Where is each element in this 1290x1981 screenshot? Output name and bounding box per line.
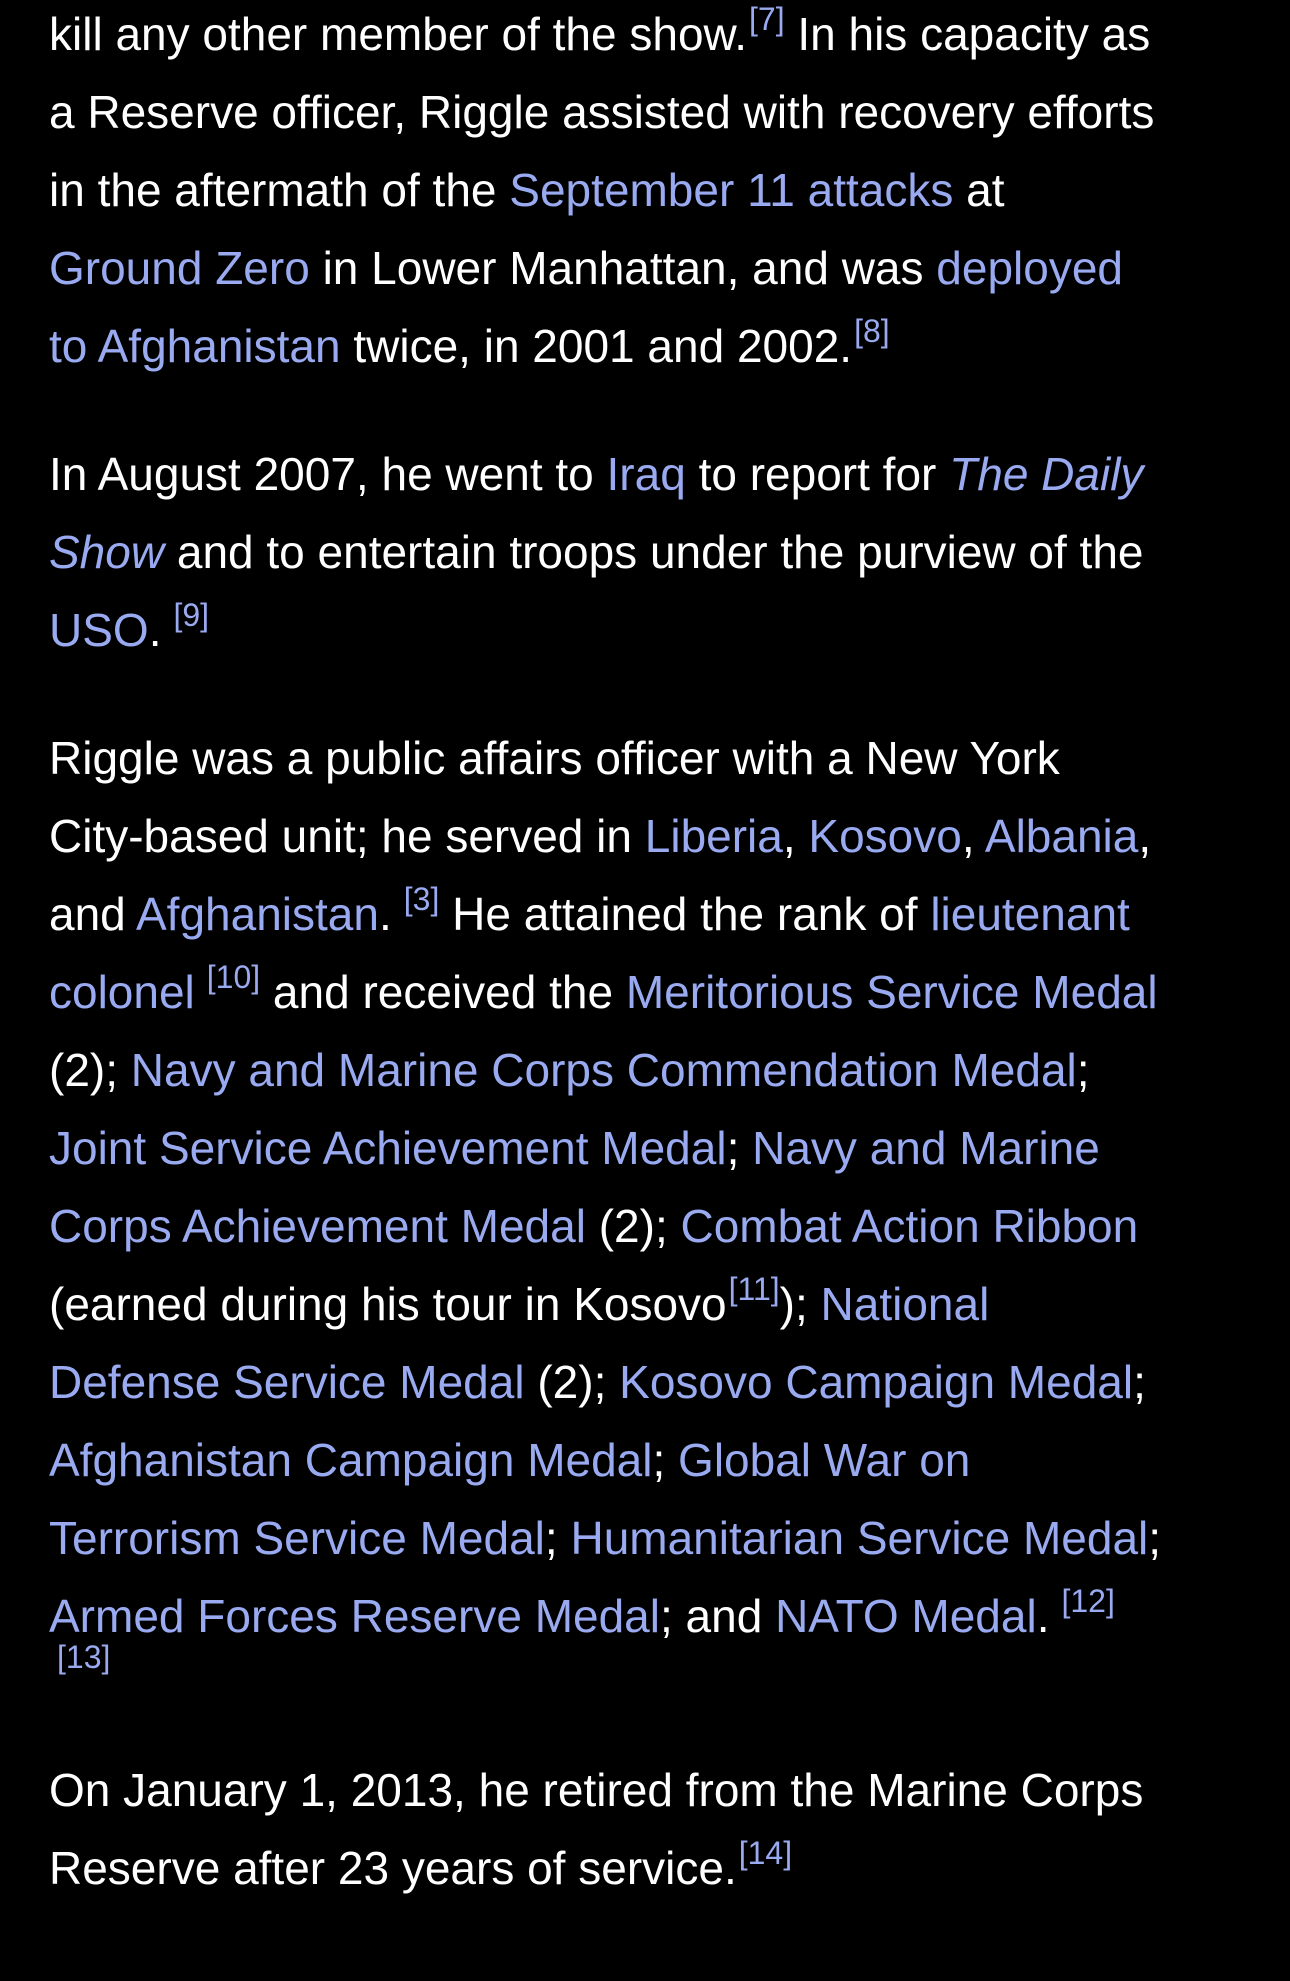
paragraph-awards [49, 719, 1249, 1701]
text-line [49, 797, 1249, 875]
reference-13[interactable]: [13] [57, 1639, 111, 1675]
paragraph-service-history [49, 0, 1249, 385]
text: ; [1076, 1044, 1090, 1096]
text-line [49, 0, 1249, 73]
text: and [49, 888, 136, 940]
text-line [49, 229, 1249, 307]
article-body [49, 0, 1249, 1957]
link-september-11-attacks[interactable]: September 11 attacks [509, 164, 954, 216]
text: and to entertain troops under the purview of the [164, 526, 1144, 578]
text: (2); [49, 1044, 131, 1096]
text: a Reserve officer, Riggle assisted with recovery efforts [49, 86, 1155, 138]
text-line [49, 1187, 1249, 1265]
text: ; and [659, 1590, 776, 1642]
link-navy-marine-corps-achievement-medal-cont[interactable]: Corps Achievement Medal [49, 1200, 586, 1252]
text: Riggle was a public affairs officer with a New York [49, 732, 1060, 784]
text-line [49, 1499, 1249, 1577]
link-humanitarian-service-medal[interactable]: Humanitarian Service Medal [570, 1512, 1149, 1564]
link-afghanistan-campaign-medal[interactable]: Afghanistan Campaign Medal [49, 1434, 653, 1486]
reference-12[interactable]: [12] [1061, 1583, 1115, 1619]
text: ; [726, 1122, 753, 1174]
text-line [49, 435, 1249, 513]
text-line [49, 591, 1249, 669]
link-deployed-to-afghanistan-cont[interactable]: to Afghanistan [49, 320, 341, 372]
text-line [49, 1577, 1249, 1655]
text: . [148, 604, 162, 656]
link-armed-forces-reserve-medal[interactable]: Armed Forces Reserve Medal [49, 1590, 660, 1642]
text: , [1138, 810, 1152, 862]
link-lieutenant-colonel-cont[interactable]: colonel [49, 966, 195, 1018]
link-deployed-to-afghanistan[interactable]: deployed [936, 242, 1123, 294]
text-line [49, 1421, 1249, 1499]
text: at [953, 164, 1005, 216]
text: , [782, 810, 809, 862]
text: Reserve after 23 years of service. [49, 1842, 737, 1894]
link-national-defense-service-medal[interactable]: National [820, 1278, 990, 1330]
link-the-daily-show-cont[interactable]: Show [49, 526, 165, 578]
text: , [961, 810, 985, 862]
text: (2); [524, 1356, 620, 1408]
text: On January 1, 2013, he retired from the Marine Corps [49, 1764, 1144, 1816]
link-liberia[interactable]: Liberia [644, 810, 783, 862]
paragraph-retirement [49, 1751, 1249, 1907]
text: in the aftermath of the [49, 164, 510, 216]
text: ; [652, 1434, 679, 1486]
text: ); [779, 1278, 821, 1330]
link-navy-marine-corps-commendation-medal[interactable]: Navy and Marine Corps Commendation Medal [130, 1044, 1077, 1096]
link-lieutenant-colonel[interactable]: lieutenant [930, 888, 1130, 940]
text: . [1036, 1590, 1050, 1642]
text: twice, in 2001 and 2002. [340, 320, 853, 372]
link-combat-action-ribbon[interactable]: Combat Action Ribbon [680, 1200, 1139, 1252]
link-navy-marine-corps-achievement-medal[interactable]: Navy and Marine [752, 1122, 1100, 1174]
link-joint-service-achievement-medal[interactable]: Joint Service Achievement Medal [49, 1122, 727, 1174]
text-line [49, 513, 1249, 591]
text-line [49, 875, 1249, 953]
text-line [49, 73, 1249, 151]
text: ; [1148, 1512, 1162, 1564]
text-line [49, 307, 1249, 385]
reference-3[interactable]: [3] [403, 881, 440, 917]
text-line [49, 1265, 1249, 1343]
paragraph-iraq-trip [49, 435, 1249, 669]
text-line [49, 953, 1249, 1031]
text: ; [1133, 1356, 1146, 1408]
text-line [49, 1031, 1249, 1109]
text-line [49, 1343, 1249, 1421]
link-the-daily-show[interactable]: The Daily [949, 448, 1144, 500]
text-line [49, 1109, 1249, 1187]
link-albania[interactable]: Albania [984, 810, 1139, 862]
reference-11[interactable]: [11] [728, 1271, 780, 1307]
link-ground-zero[interactable]: Ground Zero [49, 242, 310, 294]
link-afghanistan[interactable]: Afghanistan [136, 888, 379, 940]
text: ; [544, 1512, 571, 1564]
link-kosovo[interactable]: Kosovo [808, 810, 962, 862]
link-kosovo-campaign-medal[interactable]: Kosovo Campaign Medal [619, 1356, 1134, 1408]
text: and received the [260, 966, 626, 1018]
text: (2); [585, 1200, 681, 1252]
link-uso[interactable]: USO [49, 604, 149, 656]
text: He attained the rank of [439, 888, 931, 940]
text: kill any other member of the show. [49, 8, 747, 60]
text-line [49, 719, 1249, 797]
link-meritorious-service-medal[interactable]: Meritorious Service Medal [625, 966, 1158, 1018]
text-line [49, 151, 1249, 229]
text-line [49, 1751, 1249, 1829]
reference-9[interactable]: [9] [173, 597, 210, 633]
text: In August 2007, he went to [49, 448, 607, 500]
text-line [49, 1829, 1249, 1907]
reference-7[interactable]: [7] [749, 1, 785, 37]
reference-14[interactable]: [14] [738, 1835, 793, 1871]
link-national-defense-service-medal-cont[interactable]: Defense Service Medal [49, 1356, 525, 1408]
link-iraq[interactable]: Iraq [606, 448, 686, 500]
reference-10[interactable]: [10] [206, 959, 261, 995]
text: to report for [685, 448, 950, 500]
text: in Lower Manhattan, and was [309, 242, 937, 294]
text: . [378, 888, 392, 940]
reference-8[interactable]: [8] [854, 313, 890, 349]
text: (earned during his tour in Kosovo [49, 1278, 727, 1330]
text: In his capacity as [784, 8, 1151, 60]
link-global-war-on-terrorism-service-medal[interactable]: Global War on [678, 1434, 971, 1486]
link-nato-medal[interactable]: NATO Medal [775, 1590, 1037, 1642]
text: City-based unit; he served in [49, 810, 645, 862]
link-global-war-on-terrorism-service-medal-cont[interactable]: Terrorism Service Medal [49, 1512, 545, 1564]
